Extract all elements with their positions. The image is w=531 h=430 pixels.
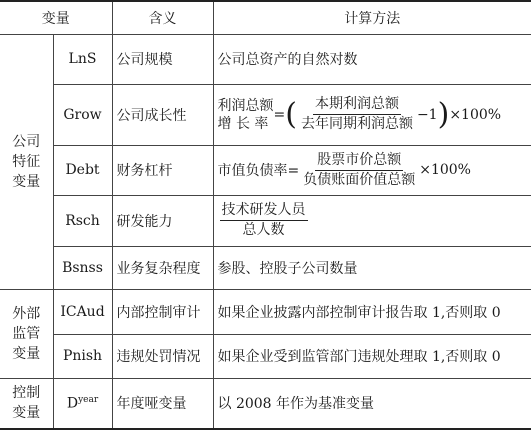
meaning-rsch: 研发能力 — [112, 195, 213, 246]
debt-numerator: 股票市价总额 — [315, 152, 403, 171]
method-dyear: 以 2008 年作为基准变量 — [213, 378, 531, 429]
meaning-lns: 公司规模 — [112, 34, 213, 84]
meaning-icaud: 内部控制审计 — [112, 289, 213, 334]
method-grow — [213, 84, 531, 145]
method-pnish: 如果企业受到监管部门违规处理取 1,否则取 0 — [213, 334, 531, 378]
growth-fraction — [299, 96, 415, 133]
group-control — [0, 378, 53, 429]
code-lns: LnS — [53, 34, 112, 84]
method-icaud: 如果企业披露内部控制审计报告取 1,否则取 0 — [213, 289, 531, 334]
meaning-dyear: 年度哑变量 — [112, 378, 213, 429]
row-debt — [0, 145, 531, 195]
growth-label-line2: 增 长 率 — [217, 115, 269, 132]
meaning-debt: 财务杠杆 — [112, 145, 213, 195]
meaning-grow: 公司成长性 — [112, 84, 213, 145]
meaning-bsnss: 业务复杂程度 — [112, 246, 213, 289]
growth-denominator: 去年同期利润总额 — [300, 116, 413, 132]
right-paren: ) — [437, 96, 450, 132]
group-company — [0, 34, 53, 289]
group-control-label: 控制 变量 — [12, 385, 41, 422]
code-pnish: Pnish — [53, 334, 112, 378]
code-grow: Grow — [53, 84, 112, 145]
row-bsnss — [0, 246, 531, 289]
growth-numerator: 本期利润总额 — [313, 96, 401, 115]
growth-minus-one: −1 — [416, 106, 438, 123]
debt-percent: ×100% — [419, 162, 471, 178]
debt-fraction — [301, 152, 417, 189]
code-rsch: Rsch — [53, 195, 112, 246]
row-pnish — [0, 334, 531, 378]
row-icaud — [0, 289, 531, 334]
header-row — [0, 1, 531, 34]
method-debt — [213, 145, 531, 195]
row-rsch — [0, 195, 531, 246]
code-bsnss: Bsnss — [53, 246, 112, 289]
meaning-pnish: 违规处罚情况 — [112, 334, 213, 378]
growth-label — [218, 97, 274, 133]
left-paren: ( — [285, 96, 297, 132]
group-company-label: 公司 特征 变量 — [12, 133, 41, 190]
rsch-denominator: 总人数 — [242, 222, 285, 238]
growth-equals: = — [273, 106, 286, 123]
header-method: 计算方法 — [213, 1, 531, 34]
group-regulation-label: 外部 监管 变量 — [12, 305, 41, 362]
rsch-fraction — [220, 202, 308, 239]
method-rsch — [213, 195, 531, 246]
code-icaud: ICAud — [53, 289, 112, 334]
row-dyear — [0, 378, 531, 429]
growth-formula — [218, 96, 502, 133]
growth-percent: ×100% — [449, 106, 502, 123]
debt-label: 市值负债率= — [217, 163, 300, 179]
header-meaning: 含义 — [112, 1, 213, 34]
header-variable: 变量 — [0, 1, 112, 34]
debt-denominator: 负债账面价值总额 — [303, 171, 416, 188]
debt-formula — [218, 152, 472, 189]
method-lns: 公司总资产的自然对数 — [213, 34, 531, 84]
code-dyear-base: D — [66, 395, 79, 412]
row-grow — [0, 84, 531, 145]
code-debt: Debt — [53, 145, 112, 195]
growth-label-line1: 利润总额 — [217, 97, 274, 114]
group-regulation — [0, 289, 53, 378]
rsch-numerator: 技术研发人员 — [220, 202, 308, 221]
code-dyear — [53, 378, 112, 429]
method-bsnss: 参股、控股子公司数量 — [213, 246, 531, 289]
code-dyear-sup: year — [78, 394, 99, 405]
row-lns — [0, 34, 531, 84]
